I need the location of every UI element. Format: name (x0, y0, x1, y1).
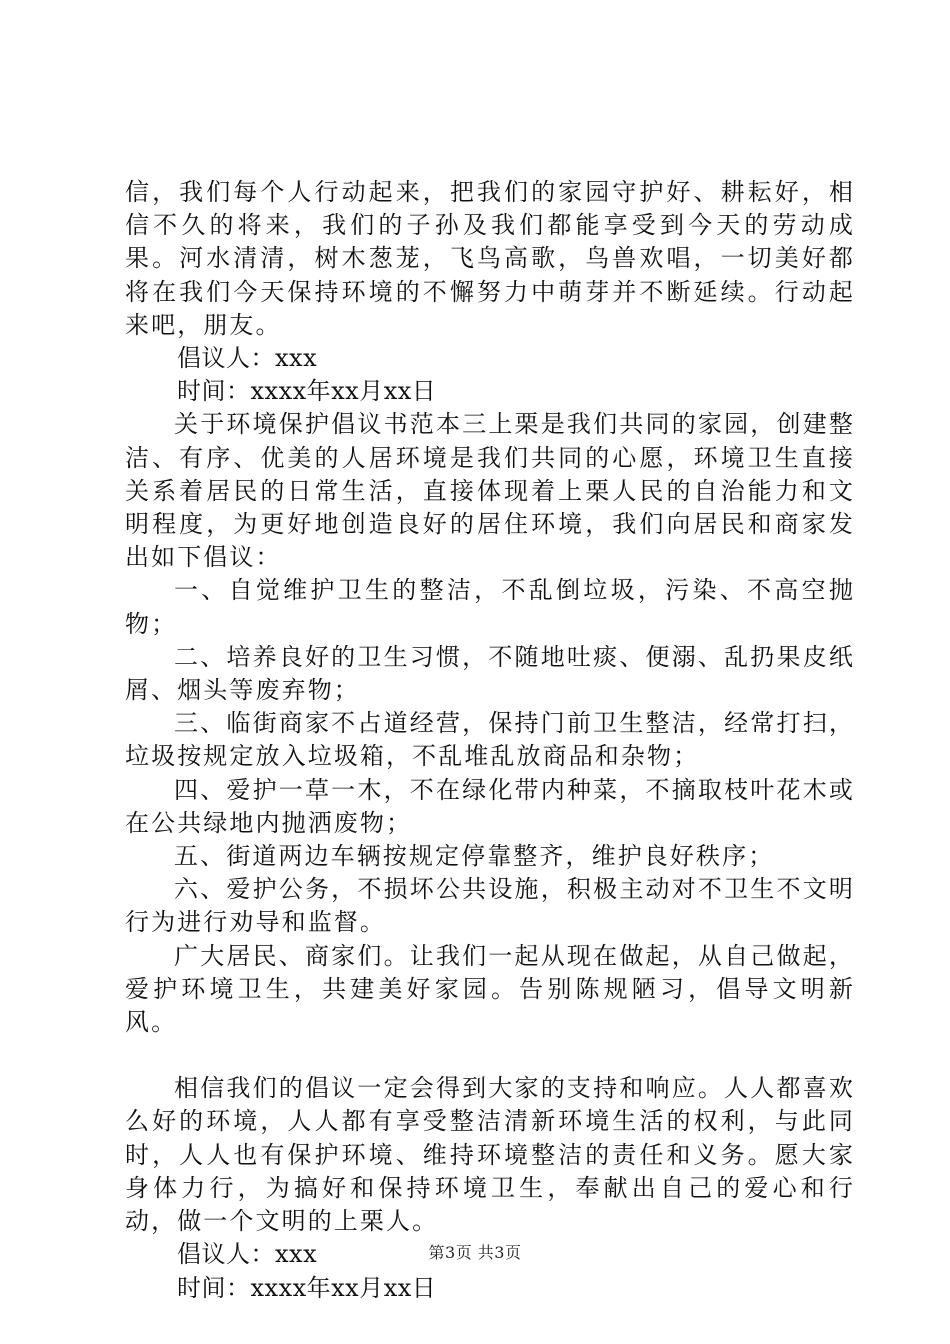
paragraph-conclusion: 相信我们的倡议一定会得到大家的支持和响应。人人都喜欢么好的环境，人人都有享受整洁清新环境生活的权利，与此同时，人人也有保护环境、维持环境整洁的责任和义务。愿大家身体力行，为搞好和保持环境卫生，奉献出自己的爱心和行动，做一个文明的上栗人。 (125, 1074, 855, 1236)
date-line: 时间：xxxx年xx月xx日 (177, 377, 437, 406)
page-number: 第3页 共3页 (428, 1243, 522, 1262)
proposal-item-2: 二、培养良好的卫生习惯，不随地吐痰、便溺、乱扔果皮纸屑、烟头等废弃物； (125, 642, 855, 705)
proposal-item-3: 三、临街商家不占道经营，保持门前卫生整洁，经常打扫，垃圾按规定放入垃圾箱，不乱堆乱放商品和杂物； (125, 709, 855, 771)
document-body (125, 176, 855, 1305)
initiator-line-2: 倡议人：xxx (177, 1240, 318, 1269)
proposal-item-1: 一、自觉维护卫生的整洁，不乱倒垃圾，污染、不高空抛物； (125, 576, 855, 638)
paragraph-spacer (125, 1039, 855, 1072)
paragraph-call-to-action: 广大居民、商家们。让我们一起从现在做起，从自己做起，爱护环境卫生，共建美好家园。告别陈规陋习，倡导文明新风。 (125, 941, 855, 1037)
initiator-line: 倡议人：xxx (177, 344, 318, 373)
proposal-item-4: 四、爱护一草一木，不在绿化带内种菜，不摘取枝叶花木或在公共绿地内抛洒废物； (125, 775, 855, 837)
proposal-item-6: 六、爱护公务，不损坏公共设施，积极主动对不卫生不文明行为进行劝导和监督。 (125, 875, 855, 937)
proposal-item-5: 五、街道两边车辆按规定停靠整齐，维护良好秩序； (174, 842, 775, 871)
paragraph-closing: 信，我们每个人行动起来，把我们的家园守护好、耕耘好，相信不久的将来，我们的子孙及我们都能享受到今天的劳动成果。河水清清，树木葱茏，飞鸟高歌，鸟兽欢唱，一切美好都将在我们今天保持环境的不懈努力中萌芽并不断延续。行动起来吧，朋友。 (125, 178, 855, 339)
paragraph-intro: 关于环境保护倡议书范本三上栗是我们共同的家园，创建整洁、有序、优美的人居环境是我们共同的心愿，环境卫生直接关系着居民的日常生活，直接体现着上栗人民的自治能力和文明程度，为更好地创造良好的居住环境，我们向居民和商家发出如下倡议： (125, 410, 855, 572)
date-line-2: 时间：xxxx年xx月xx日 (177, 1273, 437, 1302)
